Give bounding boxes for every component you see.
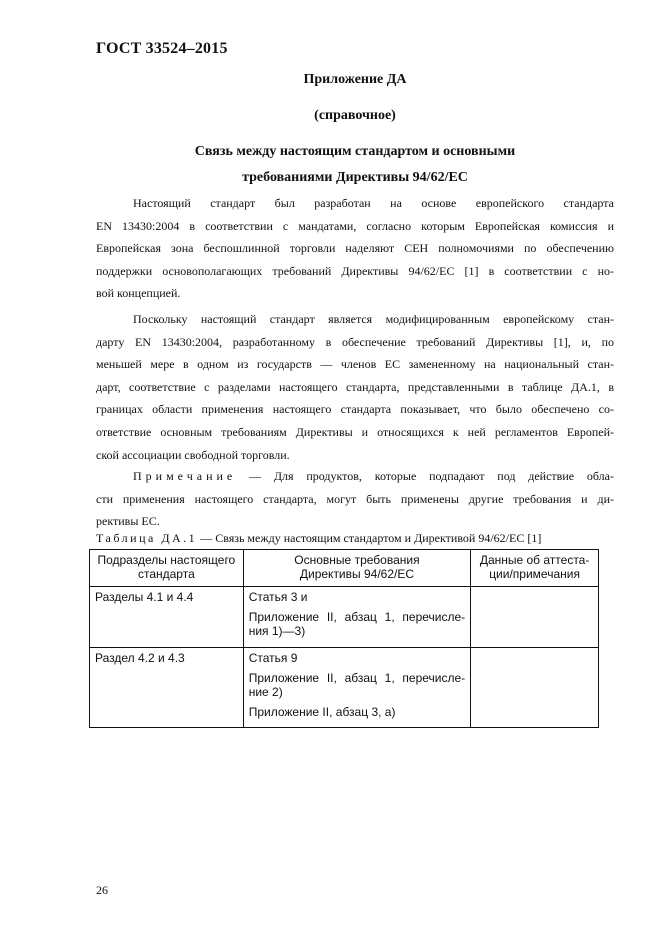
table-row xyxy=(90,648,599,728)
header-cell-sections: Подразделы настоящего стандарта xyxy=(90,550,244,587)
paragraph-line: Европейская зона беспошлинной торговли наделяют СЕН полномочиями по обеспечению xyxy=(96,241,614,256)
table-header-row xyxy=(90,550,599,587)
requirements-table xyxy=(89,549,599,728)
requirements-cell: Статья 9 Приложение II, абзац 1, перечисле- ние 2) Приложение II, абзац 3, а) xyxy=(243,648,470,728)
header-cell-notes: Данные об аттеста- ции/примечания xyxy=(471,550,599,587)
paragraph-line: меньшей мере в одном из государств — членов ЕС замененному на национальный стан- xyxy=(96,357,614,372)
note-line: сти применения настоящего стандарта, могут быть применены другие требования и ди- xyxy=(96,491,614,506)
requirements-cell: Статья 3 и Приложение II, абзац 1, перечисле- ния 1)—3) xyxy=(243,587,470,648)
annex-title: Приложение ДА xyxy=(303,72,407,87)
paragraph-1 xyxy=(96,192,614,305)
paragraph-line: ской ассоциации свободной торговли. xyxy=(96,447,290,462)
annex-heading-line-1: Связь между настоящим стандартом и основными xyxy=(194,144,516,159)
table-caption xyxy=(96,531,541,546)
note-line: рективы ЕС. xyxy=(96,514,160,529)
annex-heading-line-2: требованиями Директивы 94/62/ЕС xyxy=(242,170,468,185)
paragraph-line: Поскольку настоящий стандарт является модифицированным европейскому стан- xyxy=(133,312,614,326)
table-caption-label: Таблица ДА.1 xyxy=(96,531,198,545)
table-caption-text: — Связь между настоящим стандартом и Директивой 94/62/ЕС [1] xyxy=(197,531,542,545)
document-code: ГОСТ 33524–2015 xyxy=(96,40,228,57)
paragraph-line: поддержки основополагающих требований Директивы 94/62/ЕС [1] в соответствии с но- xyxy=(96,263,614,278)
paragraph-line: границах области применения настоящего стандарта показывает, что было обеспечено со- xyxy=(96,402,614,417)
note-line xyxy=(96,465,614,488)
paragraph-line: Настоящий стандарт был разработан на основе европейского стандарта xyxy=(133,196,614,210)
notes-cell xyxy=(471,648,599,728)
annex-status: (справочное) xyxy=(314,108,396,123)
paragraph-2 xyxy=(96,308,614,466)
note xyxy=(96,465,614,533)
paragraph-line: дарт, соответствие с разделами настоящего стандарта, представленными в таблице ДА.1, в xyxy=(96,379,614,394)
section-cell: Раздел 4.2 и 4.3 xyxy=(90,648,244,728)
paragraph-line: дарту EN 13430:2004, разработанному в обеспечение требований Директивы [1], и, по xyxy=(96,334,614,349)
notes-cell xyxy=(471,587,599,648)
note-label: Примечание xyxy=(133,469,237,483)
note-text: — Для продуктов, которые подпадают под действие обла- xyxy=(249,469,614,483)
paragraph-line: вой концепцией. xyxy=(96,286,181,301)
header-cell-requirements: Основные требования Директивы 94/62/ЕС xyxy=(243,550,470,587)
table-row xyxy=(90,587,599,648)
page-number: 26 xyxy=(96,883,108,897)
paragraph-line: EN 13430:2004 в соответствии с мандатами, согласно которым Европейская комиссия и xyxy=(96,218,614,233)
paragraph-line: ответствие основным требованиям Директивы и относящихся к ней регламентов Европей- xyxy=(96,424,614,439)
section-cell: Разделы 4.1 и 4.4 xyxy=(90,587,244,648)
